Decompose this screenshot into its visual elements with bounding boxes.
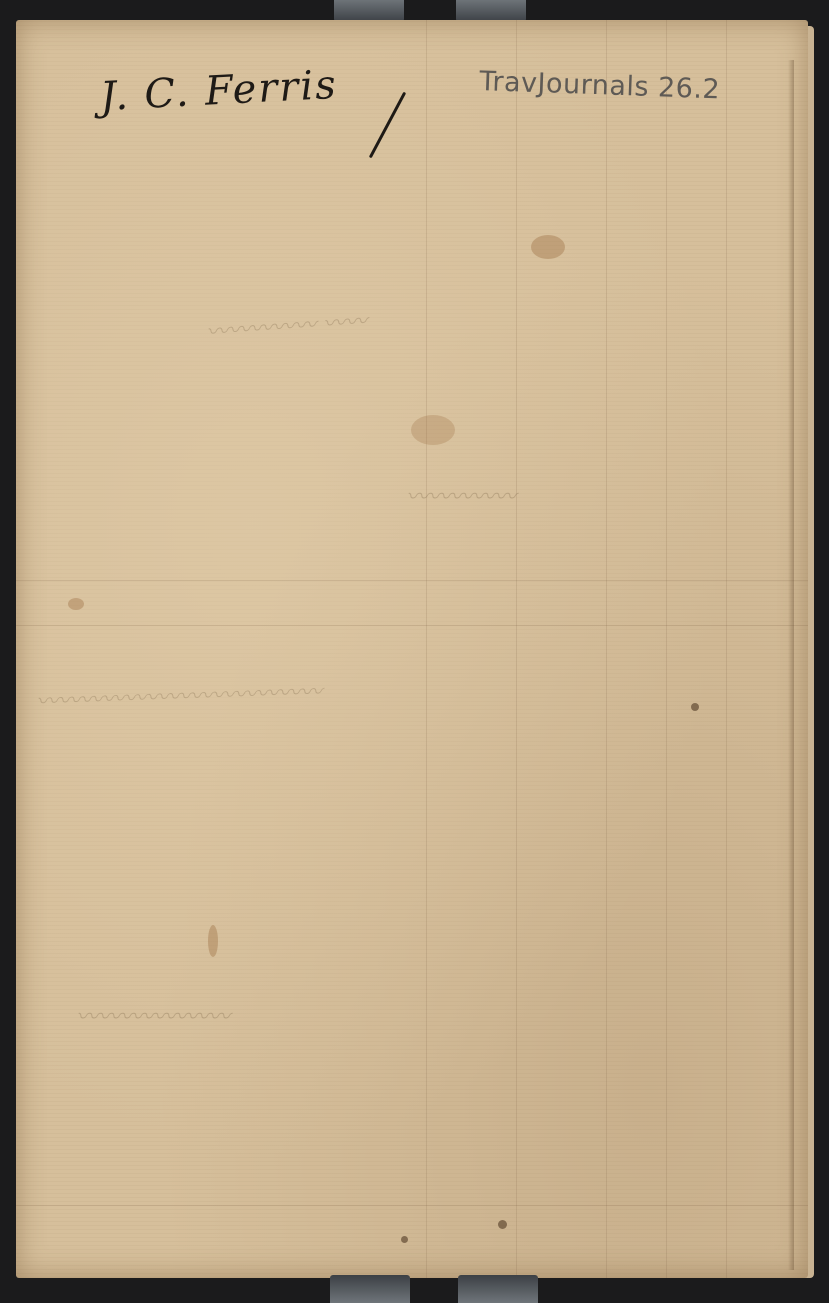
top-clip-right bbox=[456, 0, 526, 22]
ledger-rule bbox=[16, 1205, 808, 1206]
stain bbox=[208, 925, 218, 957]
stain bbox=[401, 1236, 408, 1243]
ledger-rule bbox=[426, 20, 427, 1278]
ledger-rule bbox=[16, 625, 808, 626]
ledger-rule bbox=[516, 20, 517, 1278]
stain bbox=[411, 415, 455, 445]
bleed-through-writing: 〰〰〰〰〰 bbox=[406, 485, 517, 510]
bleed-through-writing: 〰〰〰〰〰〰〰〰〰〰〰〰〰 bbox=[35, 680, 323, 715]
bottom-clip-left bbox=[330, 1275, 410, 1303]
bottom-clip-right bbox=[458, 1275, 538, 1303]
ledger-rule bbox=[16, 580, 808, 581]
journal-page bbox=[16, 20, 808, 1278]
page-edge-shadow bbox=[788, 60, 794, 1270]
stain bbox=[498, 1220, 507, 1229]
bleed-through-writing: 〰〰〰〰〰〰〰 bbox=[76, 1005, 231, 1030]
ledger-rule bbox=[666, 20, 667, 1278]
stain bbox=[531, 235, 565, 259]
signature: J. C. Ferris bbox=[98, 61, 339, 121]
ledger-rule bbox=[726, 20, 727, 1278]
stain bbox=[68, 598, 84, 610]
ledger-rule bbox=[606, 20, 607, 1278]
stain bbox=[691, 703, 699, 711]
bleed-through-writing: 〰〰〰〰〰 〰〰 bbox=[205, 309, 368, 346]
catalog-label: TravJournals 26.2 bbox=[478, 66, 721, 106]
top-clip-left bbox=[334, 0, 404, 22]
